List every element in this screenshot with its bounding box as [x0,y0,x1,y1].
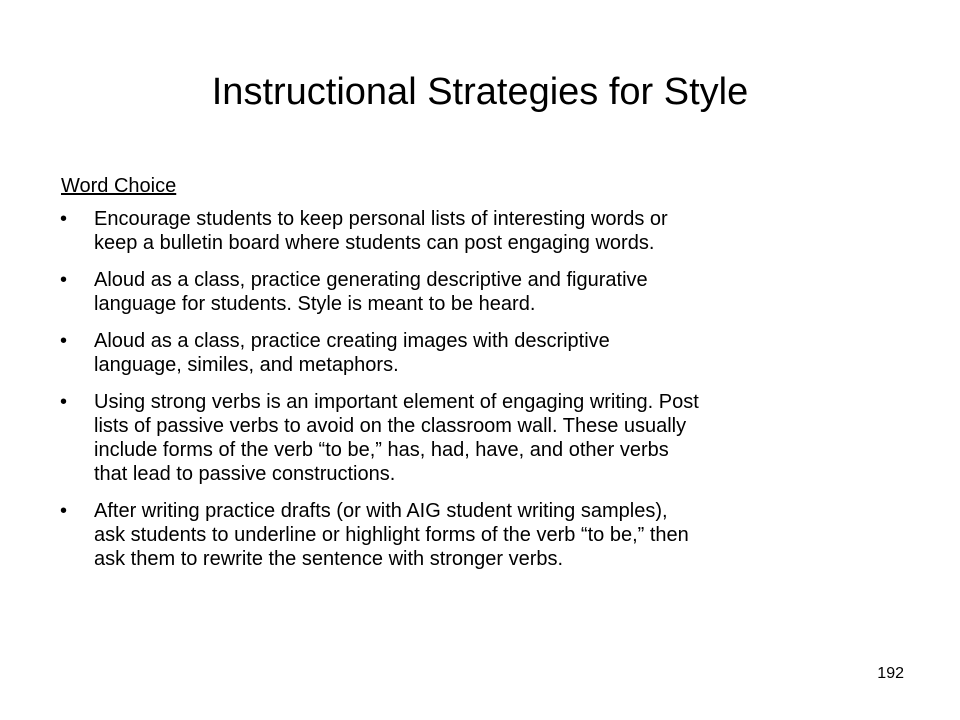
bullet-icon: • [60,500,68,522]
bullet-icon: • [60,208,68,230]
bullet-line: language for students. Style is meant to be heard. [94,293,536,315]
bullet-line: ask them to rewrite the sentence with stronger verbs. [94,548,564,570]
page-number: 192 [877,665,904,682]
bullet-item [59,329,909,377]
bullet-line: that lead to passive constructions. [94,463,396,485]
bullet-item [59,207,909,255]
section-heading: Word Choice [61,175,177,197]
bullet-line: keep a bulletin board where students can post engaging words. [94,232,655,254]
bullet-line: ask students to underline or highlight forms of the verb “to be,” then [94,524,689,546]
bullet-line: include forms of the verb “to be,” has, had, have, and other verbs [94,439,669,461]
bullet-line: Aloud as a class, practice creating images with descriptive [94,330,610,352]
bullet-item [59,268,909,316]
bullet-line: language, similes, and metaphors. [94,354,399,376]
slide-content [59,173,909,584]
bullet-line: Aloud as a class, practice generating descriptive and figurative [94,269,648,291]
bullet-line: Encourage students to keep personal lists of interesting words or [94,208,668,230]
slide-title: Instructional Strategies for Style [211,71,749,113]
bullet-line: Using strong verbs is an important element of engaging writing. Post [94,391,699,413]
bullet-icon: • [60,391,68,413]
bullet-item [59,390,909,486]
bullet-item [59,499,909,571]
bullet-line: After writing practice drafts (or with AIG student writing samples), [94,500,668,522]
bullet-icon: • [60,269,68,291]
bullet-line: lists of passive verbs to avoid on the classroom wall. These usually [94,415,687,437]
bullet-list [59,207,909,571]
bullet-icon: • [60,330,68,352]
